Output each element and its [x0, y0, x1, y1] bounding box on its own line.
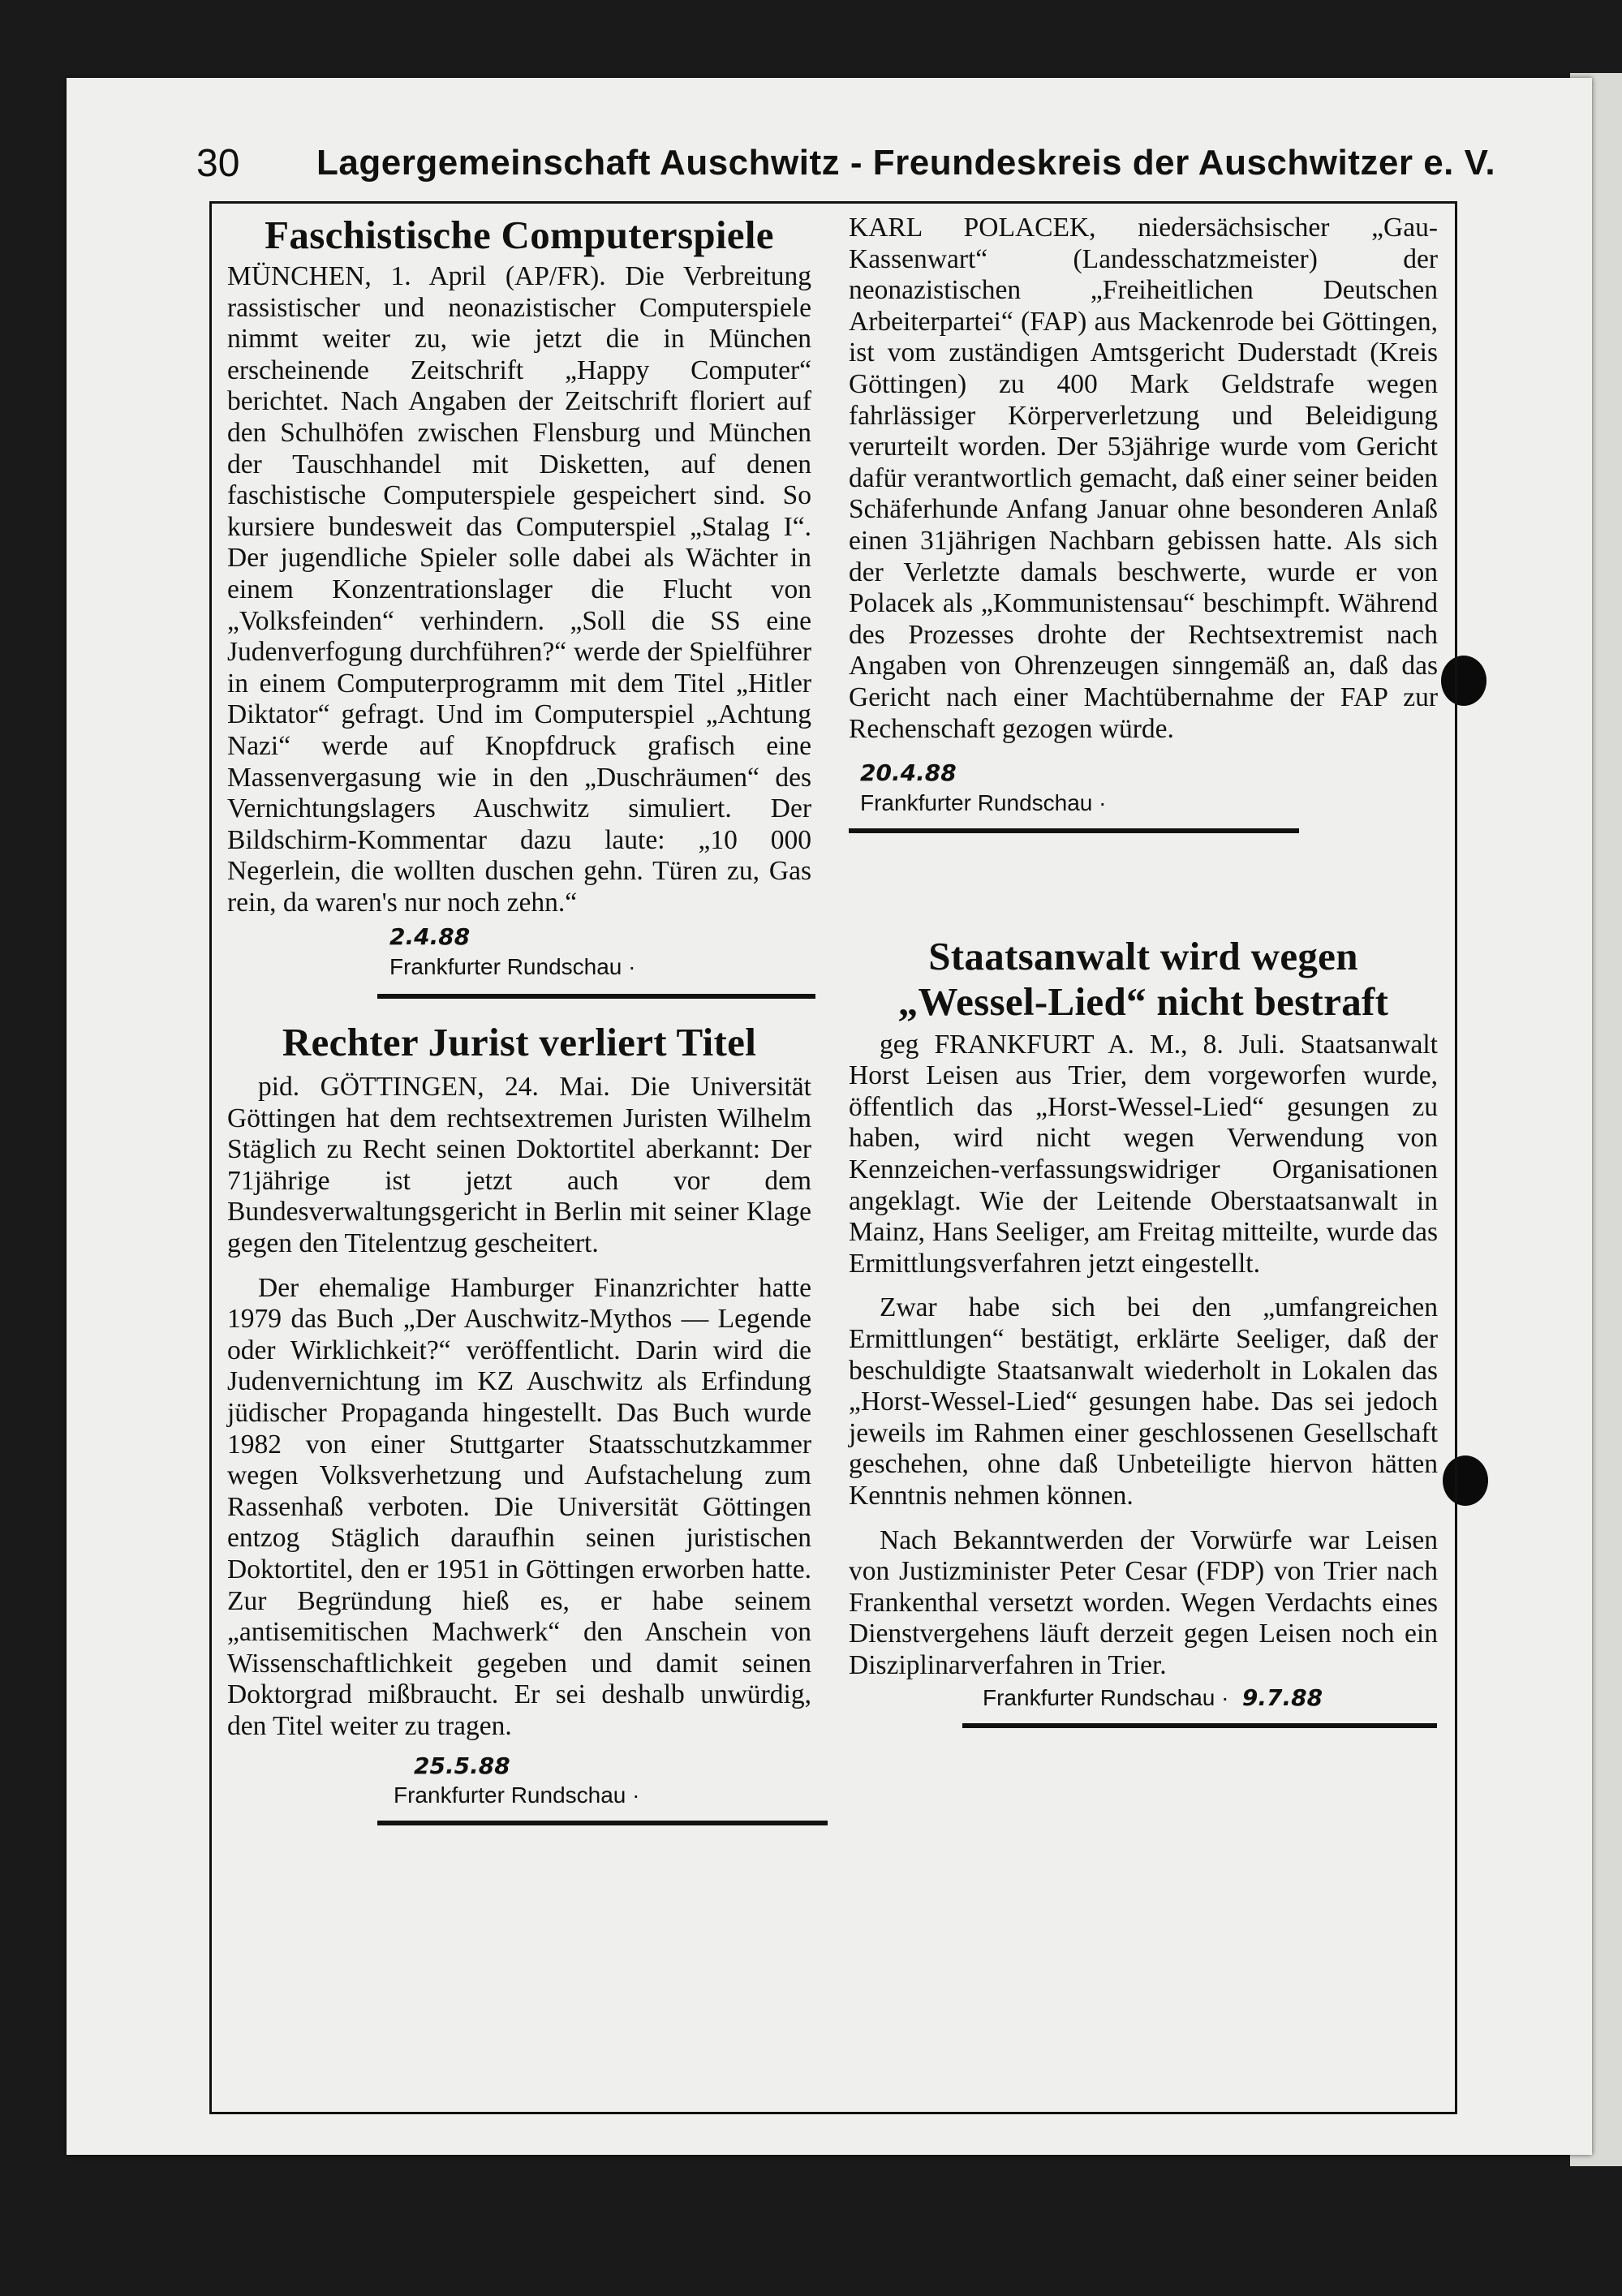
article-paragraph: Der ehemalige Hamburger Finanzrichter hatte 1979 das Buch „Der Auschwitz-Mythos — Legende oder Wirklichkeit?“ veröffentlicht. Darin wird die Judenvernichtung im KZ Auschwitz als Erfindung jüdischer Propaganda hingestellt. Das Buch wurde 1982 von einer Stuttgarter Staatsschutzkammer wegen Volksverhetzung und Aufstachelung zum Rassenhaß verboten. Die Universität Göttingen entzog Stäglich daraufhin seinen juristischen Doktortitel, den er 1951 in Göttingen erworben hatte. Zur Begründung hieß es, er habe seinem „antisemitischen Machwerk“ den Anschein von Wissenschaftlichkeit gegeben und damit seinen Doktorgrad mißbraucht. Er sei deshalb unwürdig, den Titel weiter zu tragen.: [227, 1272, 811, 1741]
source-label: Frankfurter Rundschau ·: [394, 1782, 640, 1808]
handwritten-date: 2.4.88: [389, 923, 471, 951]
article-paragraph: Nach Bekanntwerden der Vorwürfe war Leisen von Justizminister Peter Cesar (FDP) von Trier nach Frankenthal versetzt worden. Wegen Verdachts eines Dienstvergehens läuft derzeit gegen Leisen noch ein Disziplinarverfahren in Trier.: [849, 1524, 1438, 1680]
headline-computerspiele: Faschistische Computerspiele: [265, 213, 774, 257]
headline-line: „Wessel-Lied“ nicht bestraft: [897, 978, 1389, 1024]
article-body-computerspiele: MÜNCHEN, 1. April (AP/FR). Die Verbreitung rassistischer und neonazistischer Computerspiele nimmt weiter zu, wie jetzt die in München erscheinende Zeitschrift „Happy Computer“ berichtet. Nach Angaben der Zeitschrift floriert auf den Schulhöfen zwischen Flensburg und München der Tauschhandel mit Disketten, auf denen faschistische Computerspiele gespeichert sind. So kursiere bundesweit das Computerspiel „Stalag I“. Der jugendliche Spieler solle dabei als Wächter in einem Konzentrationslager die Flucht von „Volksfeinden“ verhindern. „Soll die SS eine Judenverfogung durchführen?“ werde der Spielführer in einem Computerprogramm mit dem Titel „Hitler Diktator“ gefragt. Und im Computerspiel „Achtung Nazi“ werde auf Knopfdruck grafisch eine Massenvergasung wie in den „Duschräumen“ des Vernichtungslagers Auschwitz simuliert. Der Bildschirm-Kommentar dazu laute: „10 000 Negerlein, die wollten duschen gehn. Türen zu, Gas rein, da waren's nur noch zehn.“: [227, 261, 811, 918]
source-label: Frankfurter Rundschau ·: [860, 789, 1107, 815]
article-divider: [962, 1723, 1437, 1728]
publication-title: Lagergemeinschaft Auschwitz - Freundeskreis der Auschwitzer e. V.: [316, 143, 1496, 183]
headline-staatsanwalt: [849, 934, 1438, 1025]
article-divider: [377, 1821, 828, 1825]
article-paragraph: Zwar habe sich bei den „umfangreichen Ermittlungen“ bestätigt, erklärte Seeliger, daß der beschuldigte Staatsanwalt wiederholt in Lokalen das „Horst-Wessel-Lied“ gesungen habe. Das sei jedoch jeweils im Rahmen einer geschlossenen Gesellschaft geschehen, ohne daß Unbeteiligte hiervon hätten Kenntnis nehmen können.: [849, 1292, 1438, 1511]
left-column: [227, 213, 811, 1825]
page-number: 30: [196, 142, 240, 185]
article-divider: [377, 994, 815, 999]
source-label: Frankfurter Rundschau ·: [389, 954, 636, 980]
headline-line: Staatsanwalt wird wegen: [928, 933, 1358, 978]
handwritten-date: 25.5.88: [414, 1752, 510, 1779]
right-column: [849, 213, 1438, 1728]
source-label: Frankfurter Rundschau ·: [983, 1684, 1229, 1710]
handwritten-date: 20.4.88: [860, 759, 957, 787]
article-body-polacek: KARL POLACEK, niedersächsischer „Gau-Kassenwart“ (Landesschatzmeister) der neonazistischen „Freiheitlichen Deutschen Arbeiterpartei“ (FAP) aus Mackenrode bei Göttingen, ist vom zuständigen Amtsgericht Duderstadt (Kreis Göttingen) zu 400 Mark Geldstrafe wegen fahrlässiger Körperverletzung und Beleidigung verurteilt worden. Der 53jährige wurde vom Gericht dafür verantwortlich gemacht, daß einer seiner beiden Schäferhunde Anfang Januar ohne besonderen Anlaß einen 31jährigen Nachbarn gebissen hatte. Als sich der Verletzte damals beschwerte, wurde er von Polacek als „Kommunistensau“ beschimpft. Während des Prozesses drohte der Rechtsextremist nach Angaben von Ohrenzeugen sinngemäß an, daß das Gericht nach einer Machtübernahme der FAP zur Rechenschaft gezogen würde.: [849, 213, 1438, 744]
page-header: [130, 138, 1496, 195]
handwritten-date: 9.7.88: [1241, 1683, 1323, 1711]
article-divider: [849, 828, 1299, 833]
article-paragraph: pid. GÖTTINGEN, 24. Mai. Die Universität Göttingen hat dem rechtsextremen Juristen Wilhelm Stäglich zu Recht seinen Doktortitel aberkannt: Der 71jährige ist jetzt auch vor dem Bundesverwaltungsgericht in Berlin mit seiner Klage gegen den Titelentzug gescheitert.: [227, 1072, 811, 1259]
article-paragraph: geg FRANKFURT A. M., 8. Juli. Staatsanwalt Horst Leisen aus Trier, dem vorgeworfen wurde, öffentlich das „Horst-Wessel-Lied“ gesungen zu haben, wird nicht wegen Verwendung von Kennzeichen-verfassungswidriger Organisationen angeklagt. Wie der Leitende Oberstaatsanwalt in Mainz, Hans Seeliger, am Freitag mitteilte, wurde das Ermittlungsverfahren jetzt eingestellt.: [849, 1029, 1438, 1279]
headline-jurist: Rechter Jurist verliert Titel: [282, 1020, 757, 1065]
